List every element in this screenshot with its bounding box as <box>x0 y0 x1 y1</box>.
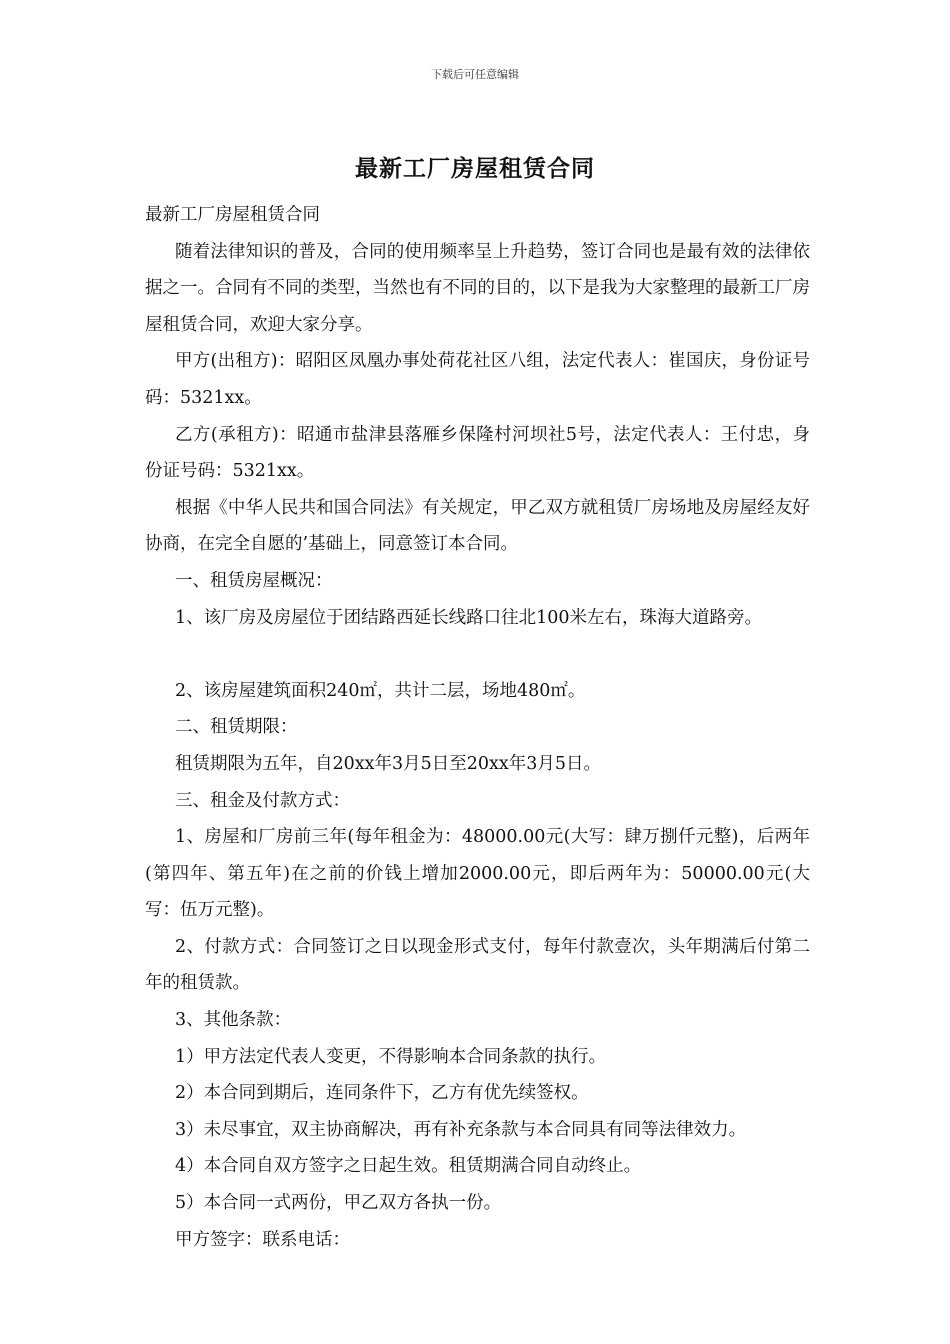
section-3-heading: 三、租金及付款方式： <box>175 790 350 811</box>
section-2-heading: 二、租赁期限： <box>175 717 298 738</box>
clause-3: 3）未尽事宜，双主协商解决，再有补充条款与本合同具有同等法律效力。 <box>175 1119 747 1140</box>
section-1-item-1: 1、该厂房及房屋位于团结路西延长线路口往北100米左右，珠海大道路旁。 <box>175 607 763 628</box>
section-3-item-2: 2、付款方式：合同签订之日以现金形式支付，每年付款壹次，头年期满后付第二年的租赁款。 <box>145 936 810 994</box>
section-2-text: 租赁期限为五年，自20xx年3月5日至20xx年3月5日。 <box>175 753 602 774</box>
document-subtitle: 最新工厂房屋租赁合同 <box>145 205 320 225</box>
party-a-paragraph: 甲方(出租方)：昭阳区凤凰办事处荷花社区八组，法定代表人：崔国庆，身份证号码：5321xx。 <box>145 351 810 408</box>
basis-paragraph: 根据《中华人民共和国合同法》有关规定，甲乙双方就租赁厂房场地及房屋经友好协商，在完全自愿的’基础上，同意签订本合同。 <box>145 497 810 555</box>
clause-2: 2）本合同到期后，连同条件下，乙方有优先续签权。 <box>175 1083 589 1104</box>
intro-paragraph: 随着法律知识的普及，合同的使用频率呈上升趋势，签订合同也是最有效的法律依据之一。合同有不同的类型，当然也有不同的目的，以下是我为大家整理的最新工厂房屋租赁合同，欢迎大家分享。 <box>145 241 810 335</box>
signature-line: 甲方签字：联系电话： <box>175 1229 350 1250</box>
clause-4: 4）本合同自双方签字之日起生效。租赁期满合同自动终止。 <box>175 1156 642 1177</box>
page-header-note: 下载后可任意编辑 <box>431 68 519 81</box>
section-3-item-3: 3、其他条款： <box>175 1010 292 1031</box>
document-body <box>145 197 810 1258</box>
clause-1: 1）甲方法定代表人变更，不得影响本合同条款的执行。 <box>175 1046 607 1067</box>
section-1-heading: 一、租赁房屋概况： <box>175 570 333 591</box>
section-1-item-2: 2、该房屋建筑面积240㎡，共计二层，场地480㎡。 <box>175 680 586 701</box>
section-3-item-1: 1、房屋和厂房前三年(每年租金为：48000.00元(大写：肆万捌仟元整)，后两年(第四年、第五年)在之前的价钱上增加2000.00元，即后两年为：50000.00元(大写：伍万元整)。 <box>145 827 810 921</box>
party-b-paragraph: 乙方(承租方)：昭通市盐津县落雁乡保隆村河坝社5号，法定代表人：王付忠，身份证号码：5321xx。 <box>145 424 810 482</box>
clause-5: 5）本合同一式两份，甲乙双方各执一份。 <box>175 1193 502 1214</box>
document-title: 最新工厂房屋租赁合同 <box>355 155 595 182</box>
blank-line <box>145 636 810 673</box>
